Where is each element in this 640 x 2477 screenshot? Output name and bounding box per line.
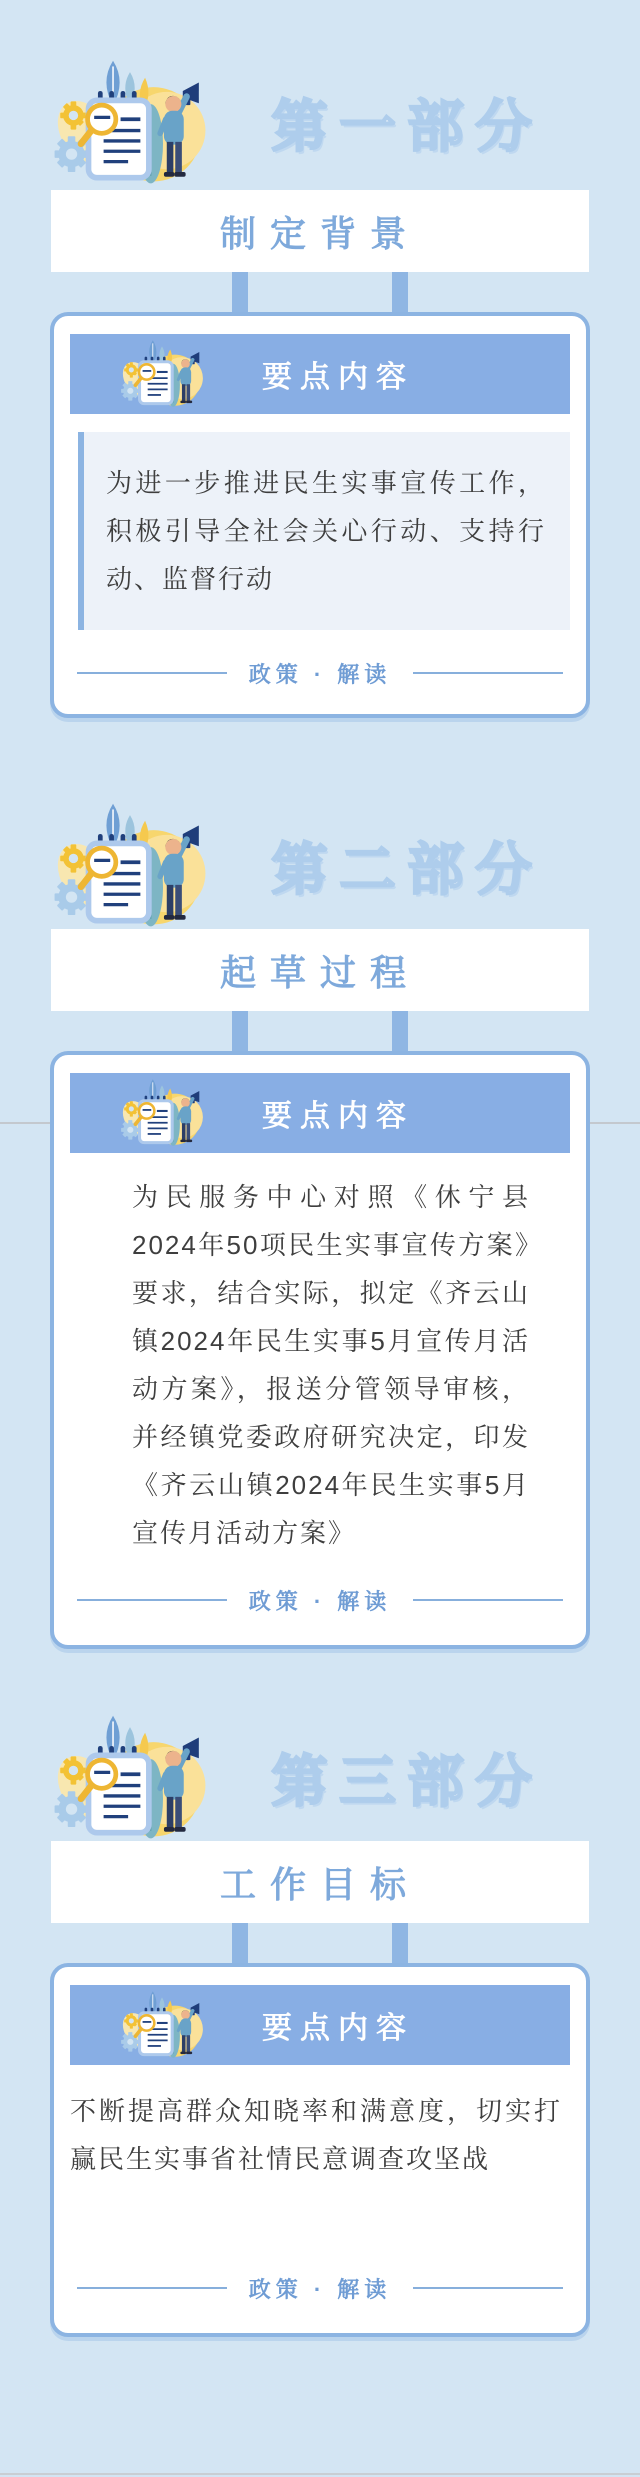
section-3-header [0, 1715, 640, 1841]
connector-stub [392, 1923, 408, 1963]
part-1-title: 第一部分 [271, 94, 544, 158]
card-2-header-title: 要点内容 [262, 1100, 414, 1133]
section-3-card [50, 1963, 590, 2337]
footer-rule-right [413, 1599, 563, 1601]
section-2-title-bar: 起草过程 [51, 929, 589, 1011]
bottom-edge-line [0, 2473, 640, 2475]
card-1-body-text: 为进一步推进民生实事宣传工作，积极引导全社会关心行动、支持行动、监督行动 [106, 468, 546, 594]
card-2-header [70, 1073, 570, 1153]
person-megaphone-illustration [45, 1712, 215, 1844]
person-megaphone-illustration [45, 57, 215, 189]
card-2-body-text: 为民服务中心对照《休宁县2024年50项民生实事宣传方案》要求，结合实际，拟定《齐云山镇2024年民生实事5月宣传月活动方案》，报送分管领导审核，并经镇党委政府研究决定，印发《齐云山镇2024年民生实事5月宣传月活动方案》 [132, 1182, 530, 1548]
card-1-header-title: 要点内容 [262, 361, 414, 394]
part-2-title: 第二部分 [271, 838, 544, 901]
footer-label: 政策 · 解读 [248, 661, 392, 687]
card-1-highlight-panel [78, 432, 570, 630]
footer-label: 政策 · 解读 [248, 1588, 392, 1614]
section-1-title-bar: 制定背景 [51, 190, 589, 272]
card-2-footer [54, 1585, 586, 1615]
card-1-footer [54, 658, 586, 688]
section-2-header [0, 803, 640, 929]
footer-label: 政策 · 解读 [248, 2276, 392, 2302]
section-3-connectors [0, 1923, 640, 1963]
part-3-title: 第三部分 [271, 1750, 544, 1813]
section-part-3 [0, 1715, 640, 2337]
section-1-header [0, 0, 640, 190]
section-2-connectors [0, 1011, 640, 1051]
section-part-2 [0, 803, 640, 1649]
card-3-footer [54, 2273, 586, 2303]
connector-stub [232, 1011, 248, 1051]
section-3-title-bar: 工作目标 [51, 1841, 589, 1923]
connector-stub [232, 272, 248, 312]
card-3-header [70, 1985, 570, 2065]
footer-rule-right [413, 672, 563, 674]
footer-rule-left [77, 2287, 227, 2289]
section-1-connectors [0, 272, 640, 312]
card-3-header-title: 要点内容 [262, 2012, 414, 2045]
connector-stub [392, 272, 408, 312]
footer-rule-left [77, 672, 227, 674]
card-1-header [70, 334, 570, 414]
card-3-body-text: 不断提高群众知晓率和满意度，切实打赢民生实事省社情民意调查攻坚战 [70, 2096, 562, 2174]
connector-stub [392, 1011, 408, 1051]
section-1-card [50, 312, 590, 718]
person-megaphone-illustration [45, 800, 215, 932]
footer-rule-left [77, 1599, 227, 1601]
connector-stub [232, 1923, 248, 1963]
footer-rule-right [413, 2287, 563, 2289]
section-part-1 [0, 0, 640, 718]
section-2-card [50, 1051, 590, 1649]
